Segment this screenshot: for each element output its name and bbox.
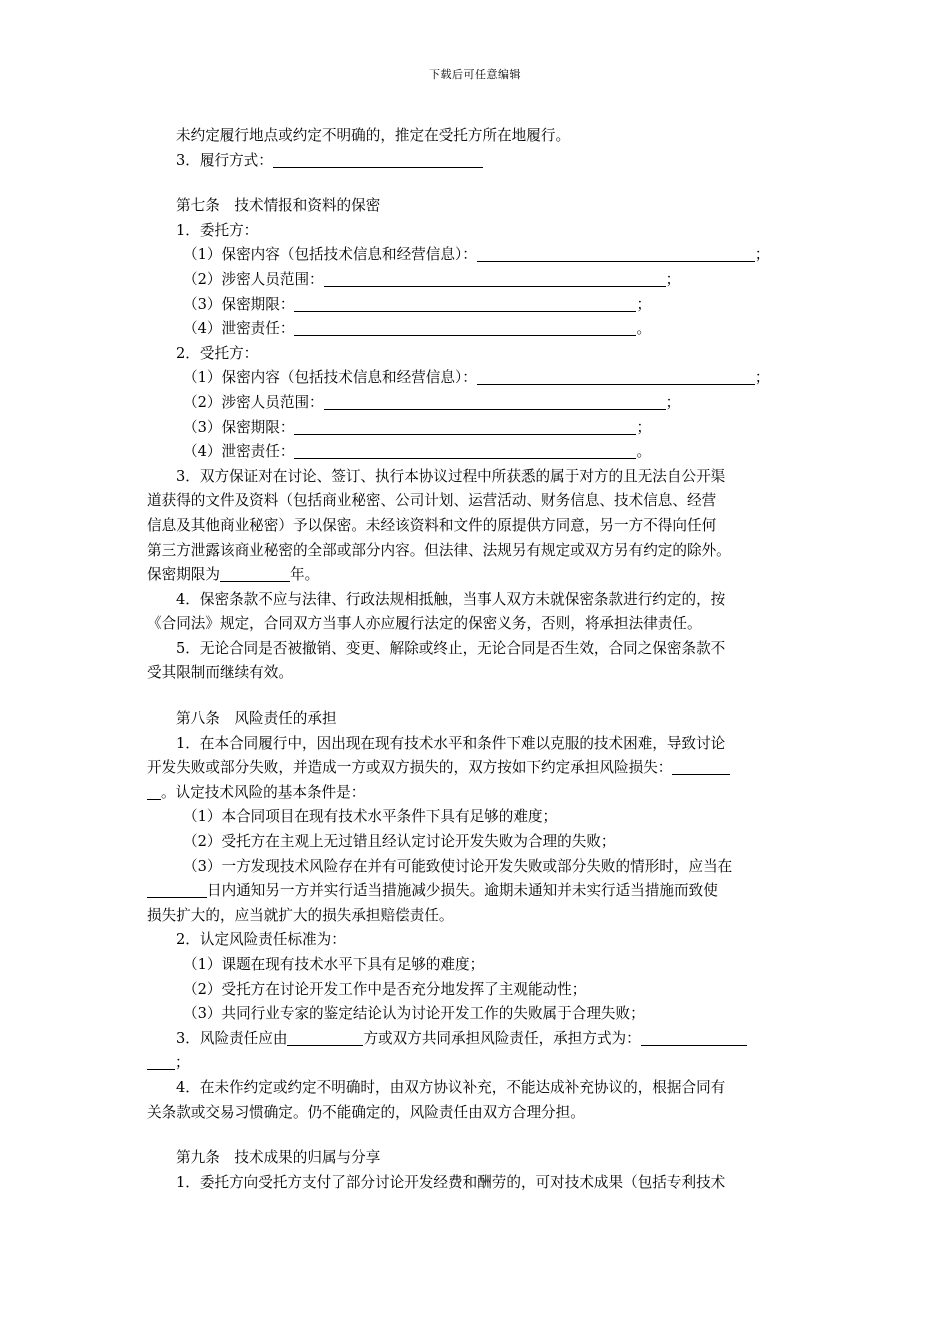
paragraph-line: 未约定履行地点或约定不明确的，推定在受托方所在地履行。: [176, 127, 571, 144]
list-item: （2）涉密人员范围： ；: [183, 270, 681, 288]
blank-field: [147, 882, 207, 898]
blank-field: [294, 320, 636, 336]
paragraph-line: 信息及其他商业秘密）予以保密。未经该资料和文件的原提供方同意，另一方不得向任何: [147, 516, 717, 534]
blank-field: [477, 369, 755, 385]
blank-field: [294, 419, 636, 435]
blank-field: [294, 296, 636, 312]
blank-field: [294, 443, 636, 459]
list-item: （3）保密期限： ；: [183, 295, 652, 313]
blank-field: [147, 784, 161, 800]
blank-field: [324, 271, 666, 287]
paragraph-line: 4．在未作约定或约定不明确时，由双方协议补充，不能达成补充协议的，根据合同有: [176, 1078, 726, 1096]
paragraph-line: 日内通知另一方并实行适当措施减少损失。逾期未通知并未实行适当措施而致使: [147, 879, 810, 904]
paragraph-line: 损失扩大的，应当就扩大的损失承担赔偿责任。: [147, 906, 454, 924]
blank-field: [147, 1054, 175, 1070]
blank-field: [220, 566, 290, 582]
blank-field: [324, 394, 666, 410]
paragraph-line: 第三方泄露该商业秘密的全部或部分内容。但法律、法规另有规定或双方另有约定的除外。: [147, 541, 731, 559]
paragraph-line: 2．认定风险责任标准为：: [176, 931, 346, 949]
paragraph-line: 3．风险责任应由 方或双方共同承担风险责任，承担方式为：: [147, 1027, 810, 1052]
paragraph-line: 3．双方保证对在讨论、签订、执行本协议过程中所获悉的属于对方的且无法自公开渠: [176, 467, 726, 485]
paragraph-line: 5．无论合同是否被撤销、变更、解除或终止，无论合同是否生效，合同之保密条款不: [176, 639, 726, 657]
blank-field: [273, 152, 483, 168]
blank-field: [477, 246, 755, 262]
paragraph-line: 《合同法》规定，合同双方当事人亦应履行法定的保密义务，否则，将承担法律责任。: [147, 615, 702, 633]
contractor-heading: 2．受托方：: [176, 344, 259, 362]
client-heading: 1．委托方：: [176, 221, 259, 239]
paragraph-line: 受其限制而继续有效。: [147, 664, 293, 682]
article-9-title: 第九条 技术成果的归属与分享: [176, 1149, 381, 1167]
list-item: （2）受托方在讨论开发工作中是否充分地发挥了主观能动性；: [183, 980, 587, 998]
blank-field: [672, 759, 730, 775]
paragraph-line: 1．委托方向受托方支付了部分讨论开发经费和酬劳的，可对技术成果（包括专利技术: [176, 1173, 726, 1191]
article-7-title: 第七条 技术情报和资料的保密: [176, 197, 381, 215]
article-8-title: 第八条 风险责任的承担: [176, 710, 337, 728]
list-item: （4）泄密责任： 。: [183, 320, 652, 338]
paragraph-line: 道获得的文件及资料（包括商业秘密、公司计划、运营活动、财务信息、技术信息、经营: [147, 492, 717, 510]
blank-field: [641, 1030, 747, 1046]
paragraph-line: 开发失败或部分失败，并造成一方或双方损失的，双方按如下约定承担风险损失：: [147, 756, 810, 781]
list-item: （4）泄密责任： 。: [183, 443, 652, 461]
list-item: （2）涉密人员范围： ；: [183, 393, 681, 411]
list-item: （2）受托方在主观上无过错且经认定讨论开发失败为合理的失败；: [183, 833, 616, 851]
list-item: （1）保密内容（包括技术信息和经营信息）： ；: [183, 246, 770, 264]
list-item: （3）保密期限： ；: [183, 418, 652, 436]
paragraph-line: 1．在本合同履行中，因出现在现有技术水平和条件下难以克服的技术困难，导致讨论: [176, 734, 726, 752]
paragraph-line: 关条款或交易习惯确定。仍不能确定的，风险责任由双方合理分担。: [147, 1103, 585, 1121]
list-item: （3）共同行业专家的鉴定结论认为讨论开发工作的失败属于合理失败；: [183, 1005, 645, 1023]
list-item: （3）一方发现技术风险存在并有可能致使讨论开发失败或部分失败的情形时，应当在: [183, 857, 733, 875]
performance-method-line: 3．履行方式：: [147, 149, 810, 174]
paragraph-line: 4．保密条款不应与法律、行政法规相抵触，当事人双方未就保密条款进行约定的，按: [176, 590, 726, 608]
list-item: （1）保密内容（包括技术信息和经营信息）： ；: [183, 369, 770, 387]
blank-field: [287, 1030, 363, 1046]
list-item: （1）本合同项目在现有技术水平条件下具有足够的难度；: [183, 808, 558, 826]
paragraph-line: 保密期限为 年。: [147, 566, 320, 584]
page-header: 下载后可任意编辑: [429, 68, 521, 81]
list-item: （1）课题在现有技术水平下具有足够的难度；: [183, 956, 485, 973]
paragraph-line: ；: [147, 1051, 810, 1076]
paragraph-line: 。认定技术风险的基本条件是：: [147, 781, 810, 806]
document-body: [147, 124, 810, 1195]
